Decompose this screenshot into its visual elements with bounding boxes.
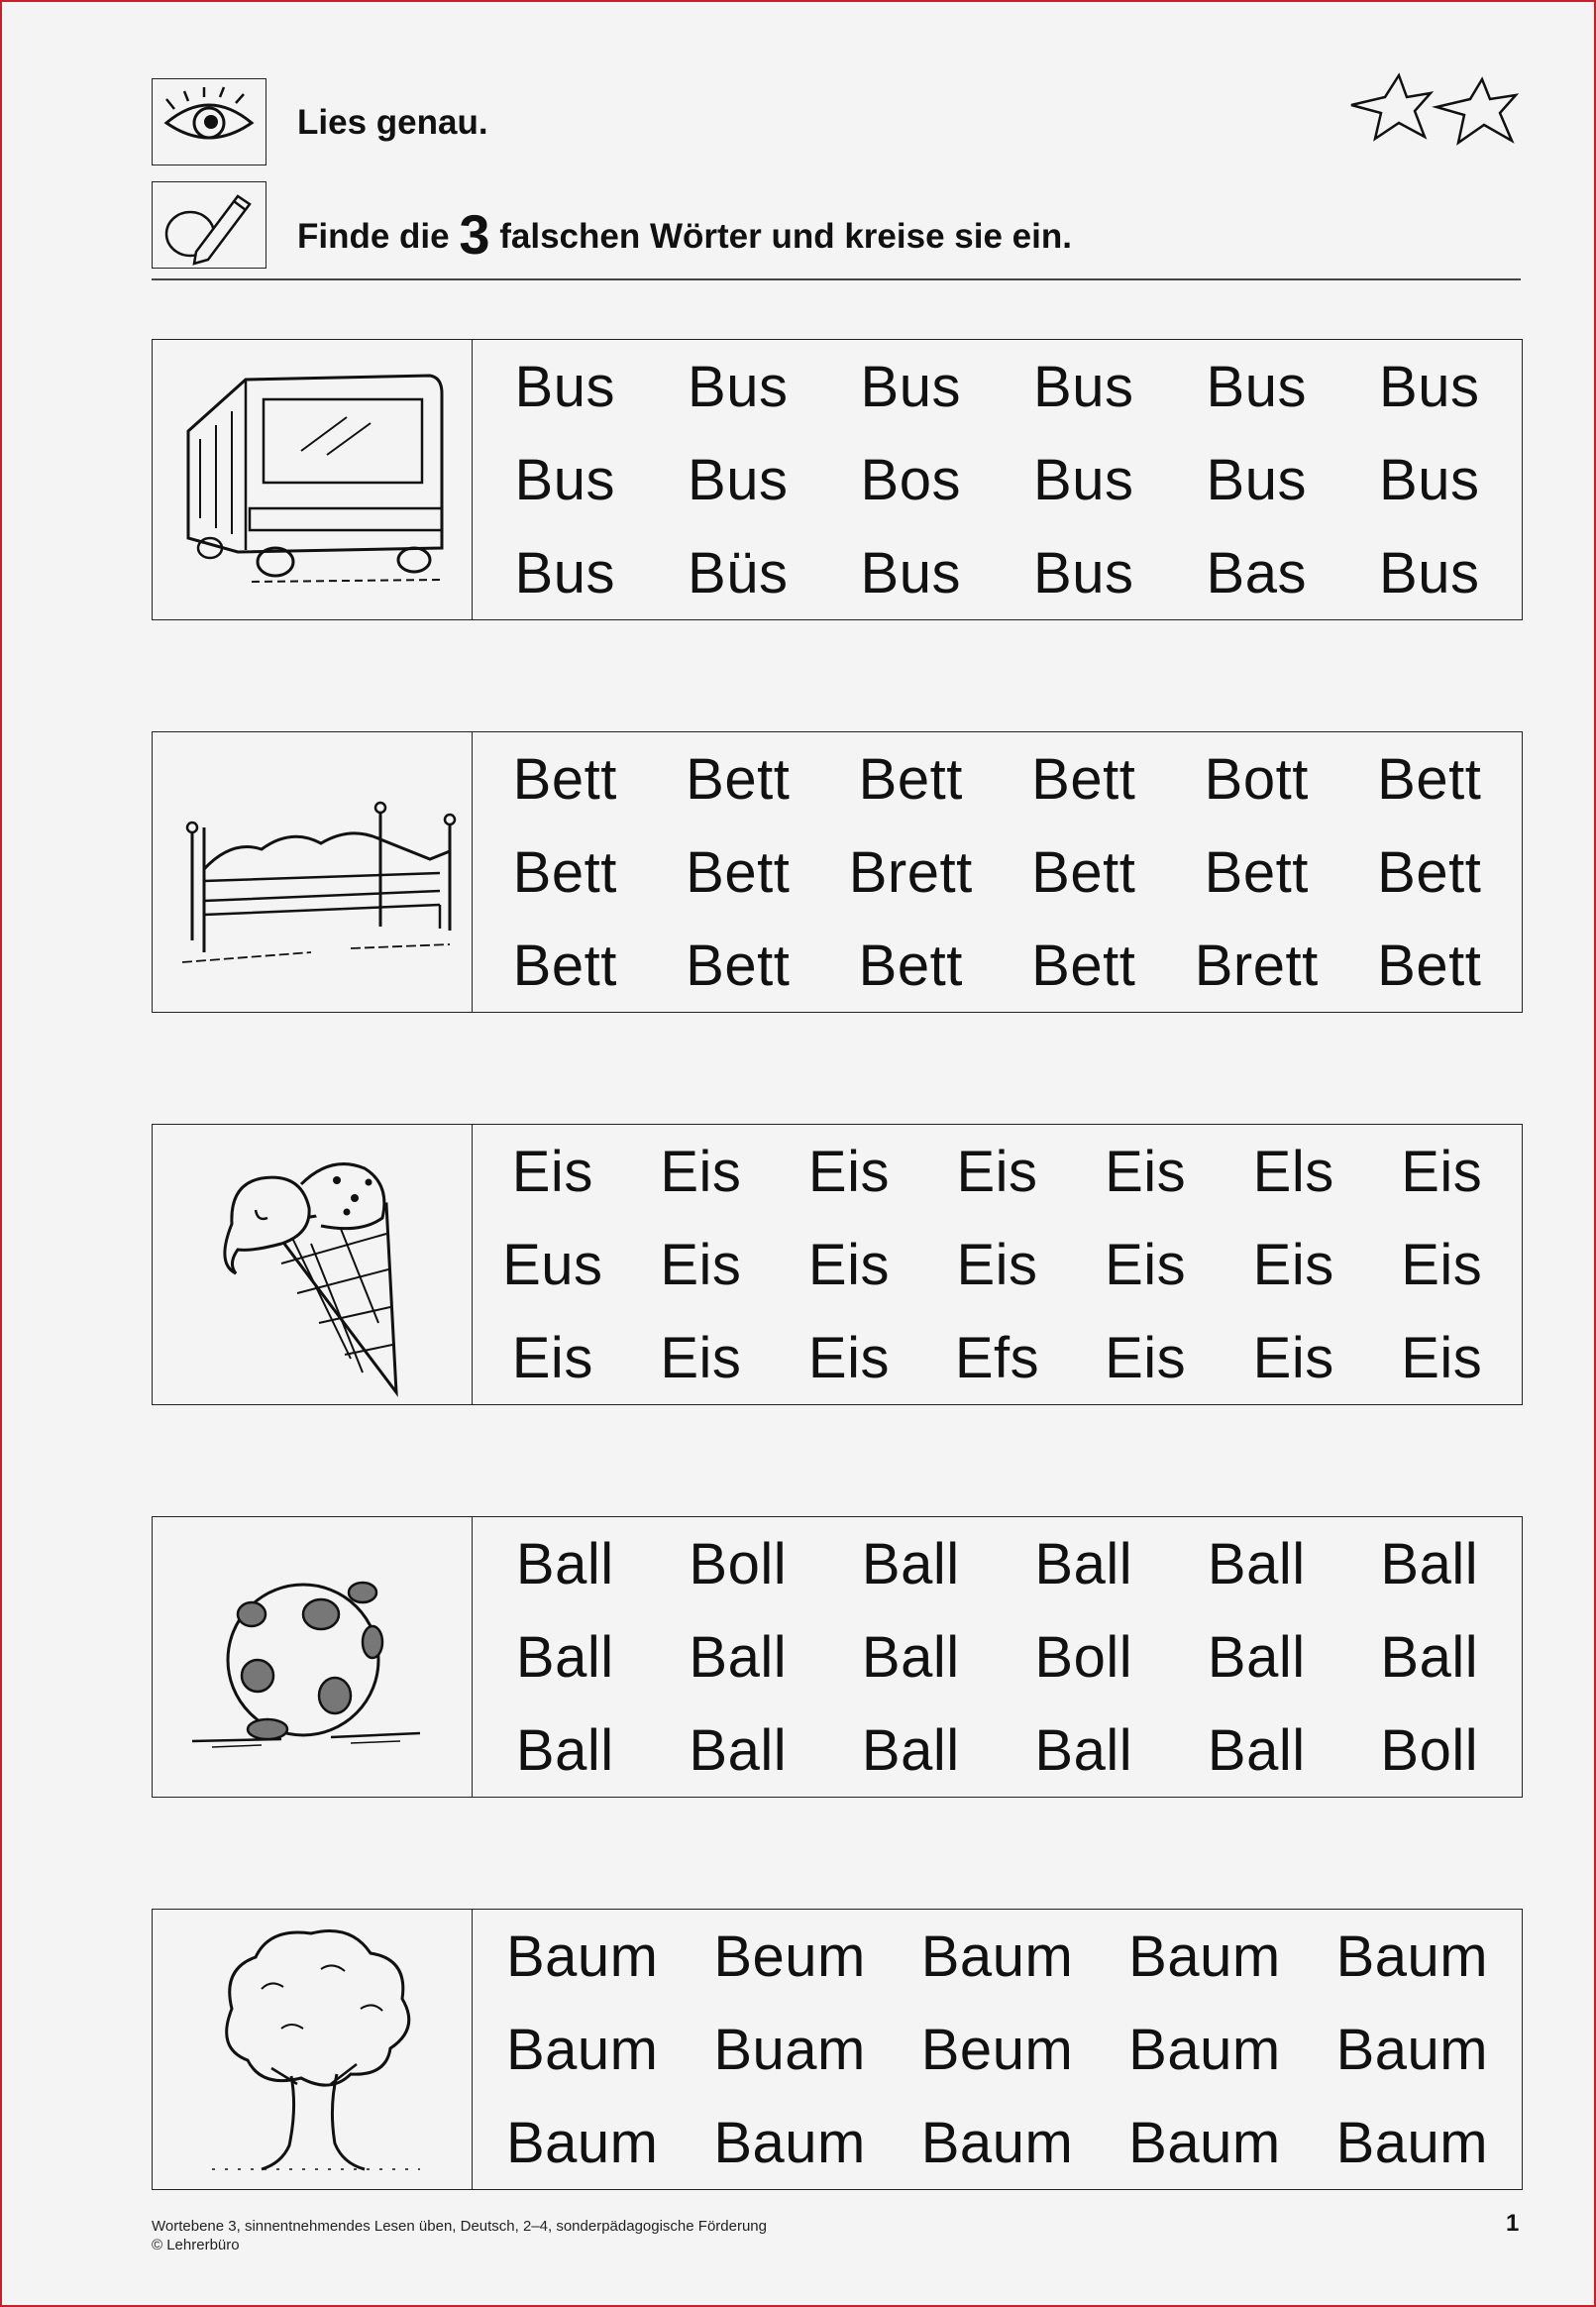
word[interactable]: Bus: [688, 447, 789, 512]
pencil-circle-icon: [153, 182, 266, 268]
instruction-find-count: 3: [459, 203, 490, 266]
word[interactable]: Bett: [686, 933, 791, 998]
word[interactable]: Eis: [660, 1325, 742, 1390]
eye-icon-box: [152, 78, 266, 165]
word[interactable]: Ball: [861, 1531, 960, 1596]
word[interactable]: Ball: [515, 1717, 614, 1783]
word-grid: [473, 1910, 1522, 2189]
instruction-read: Lies genau.: [297, 103, 488, 142]
word[interactable]: Ball: [1380, 1624, 1479, 1690]
word[interactable]: Bus: [514, 447, 615, 512]
word[interactable]: Ball: [861, 1717, 960, 1783]
footer-source: Wortebene 3, sinnentnehmendes Lesen üben, Deutsch, 2–4, sonderpädagogische Förderung: [152, 2218, 767, 2235]
word[interactable]: Bus: [1379, 447, 1480, 512]
word[interactable]: Bett: [1377, 839, 1482, 905]
word[interactable]: Buam: [713, 2017, 866, 2082]
word-row: [473, 2096, 1522, 2189]
word[interactable]: Baum: [1128, 2110, 1281, 2175]
word[interactable]: Baum: [505, 1923, 659, 1989]
word[interactable]: Baum: [1128, 1923, 1281, 1989]
word[interactable]: Ball: [689, 1717, 788, 1783]
word[interactable]: Bett: [1377, 933, 1482, 998]
word[interactable]: Bus: [1206, 447, 1307, 512]
word[interactable]: Ball: [689, 1624, 788, 1690]
exercise-ball: [152, 1516, 1523, 1798]
word[interactable]: Bus: [1033, 447, 1134, 512]
word[interactable]: Ball: [1034, 1717, 1133, 1783]
word[interactable]: Bus: [1033, 540, 1134, 605]
word[interactable]: Baum: [713, 2110, 866, 2175]
word-row: [473, 825, 1522, 919]
word-row: [473, 1311, 1522, 1404]
exercise-baum: [152, 1909, 1523, 2190]
word[interactable]: Eis: [660, 1139, 742, 1204]
word-row: [473, 1517, 1522, 1610]
word[interactable]: Baum: [505, 2110, 659, 2175]
word[interactable]: Bus: [514, 540, 615, 605]
word-row: [473, 1218, 1522, 1311]
word[interactable]: Eis: [1105, 1139, 1187, 1204]
word[interactable]: Bos: [860, 447, 961, 512]
word[interactable]: Ball: [515, 1531, 614, 1596]
word[interactable]: Ball: [1034, 1531, 1133, 1596]
word-grid: [473, 1517, 1522, 1797]
footer: [152, 2217, 767, 2254]
word[interactable]: Eis: [807, 1139, 890, 1204]
word[interactable]: Bett: [858, 933, 963, 998]
word[interactable]: Bus: [514, 354, 615, 419]
word[interactable]: Bas: [1206, 540, 1307, 605]
word[interactable]: Ball: [1207, 1624, 1306, 1690]
word[interactable]: Bett: [512, 746, 617, 812]
word[interactable]: Ball: [861, 1624, 960, 1690]
word[interactable]: Eis: [807, 1232, 890, 1297]
word[interactable]: Baum: [1335, 2110, 1489, 2175]
word-row: [473, 1703, 1522, 1797]
word-row: [473, 1910, 1522, 2003]
word[interactable]: Bett: [686, 746, 791, 812]
word[interactable]: Brett: [848, 839, 973, 905]
word[interactable]: Bus: [1206, 354, 1307, 419]
word[interactable]: Els: [1252, 1139, 1334, 1204]
word-grid: [473, 1125, 1522, 1404]
word[interactable]: Bett: [858, 746, 963, 812]
word-row: [473, 919, 1522, 1012]
word[interactable]: Eus: [502, 1232, 603, 1297]
word[interactable]: Ball: [1207, 1531, 1306, 1596]
instruction-find-pre: Finde die: [297, 217, 450, 256]
word[interactable]: Bus: [1033, 354, 1134, 419]
eye-icon: [153, 79, 266, 165]
exercise-bus: [152, 339, 1523, 620]
word[interactable]: Bus: [860, 540, 961, 605]
word[interactable]: Eis: [1401, 1325, 1483, 1390]
word[interactable]: Bott: [1204, 746, 1309, 812]
bed-drawing: [153, 732, 473, 1012]
footer-copyright: © Lehrerbüro: [152, 2237, 240, 2253]
word[interactable]: Eis: [1252, 1325, 1334, 1390]
word[interactable]: Bett: [1377, 746, 1482, 812]
word[interactable]: Eis: [1105, 1325, 1187, 1390]
word[interactable]: Ball: [1207, 1717, 1306, 1783]
word[interactable]: Brett: [1194, 933, 1319, 998]
word[interactable]: Efs: [954, 1325, 1040, 1390]
word[interactable]: Ball: [1380, 1531, 1479, 1596]
ball-drawing: [153, 1517, 473, 1797]
word[interactable]: Boll: [1380, 1717, 1479, 1783]
header-rule: [152, 278, 1521, 280]
word[interactable]: Eis: [1401, 1139, 1483, 1204]
word-row: [473, 433, 1522, 526]
page-number: 1: [1506, 2210, 1520, 2237]
word[interactable]: Bus: [1379, 354, 1480, 419]
word[interactable]: Baum: [505, 2017, 659, 2082]
word[interactable]: Boll: [1034, 1624, 1133, 1690]
word[interactable]: Baum: [1128, 2017, 1281, 2082]
word[interactable]: Baum: [920, 2110, 1074, 2175]
word[interactable]: Bus: [688, 354, 789, 419]
word[interactable]: Büs: [688, 540, 789, 605]
word[interactable]: Bett: [1031, 746, 1136, 812]
word[interactable]: Ball: [515, 1624, 614, 1690]
exercise-eis: [152, 1124, 1523, 1405]
word[interactable]: Bett: [1031, 933, 1136, 998]
word[interactable]: Bett: [512, 933, 617, 998]
ice-cream-drawing: [153, 1125, 473, 1404]
word[interactable]: Baum: [1335, 1923, 1489, 1989]
word-row: [473, 1125, 1522, 1218]
instruction-find-post: falschen Wörter und kreise sie ein.: [499, 217, 1072, 256]
word-grid: [473, 340, 1522, 619]
pencil-icon-box: [152, 181, 266, 269]
word[interactable]: Bett: [686, 839, 791, 905]
word[interactable]: Boll: [689, 1531, 788, 1596]
word-row: [473, 340, 1522, 433]
word-grid: [473, 732, 1522, 1012]
word[interactable]: Bett: [1031, 839, 1136, 905]
word[interactable]: Eis: [807, 1325, 890, 1390]
word[interactable]: Eis: [1401, 1232, 1483, 1297]
word-row: [473, 526, 1522, 619]
word[interactable]: Baum: [920, 1923, 1074, 1989]
word[interactable]: Eis: [956, 1139, 1038, 1204]
bus-drawing: [153, 340, 473, 619]
word[interactable]: Eis: [1105, 1232, 1187, 1297]
word[interactable]: Bett: [512, 839, 617, 905]
word[interactable]: Eis: [1252, 1232, 1334, 1297]
word[interactable]: Bett: [1204, 839, 1309, 905]
word[interactable]: Eis: [511, 1325, 593, 1390]
word-row: [473, 732, 1522, 825]
word[interactable]: Eis: [511, 1139, 593, 1204]
tree-drawing: [153, 1910, 473, 2189]
word[interactable]: Baum: [1335, 2017, 1489, 2082]
word[interactable]: Bus: [1379, 540, 1480, 605]
instruction-find: [297, 202, 1072, 267]
word-row: [473, 2003, 1522, 2096]
word[interactable]: Eis: [956, 1232, 1038, 1297]
word[interactable]: Beum: [920, 2017, 1074, 2082]
word-row: [473, 1610, 1522, 1703]
word[interactable]: Eis: [660, 1232, 742, 1297]
word[interactable]: Beum: [713, 1923, 866, 1989]
two-stars-icon: [1347, 67, 1526, 156]
exercise-bett: [152, 731, 1523, 1013]
word[interactable]: Bus: [860, 354, 961, 419]
